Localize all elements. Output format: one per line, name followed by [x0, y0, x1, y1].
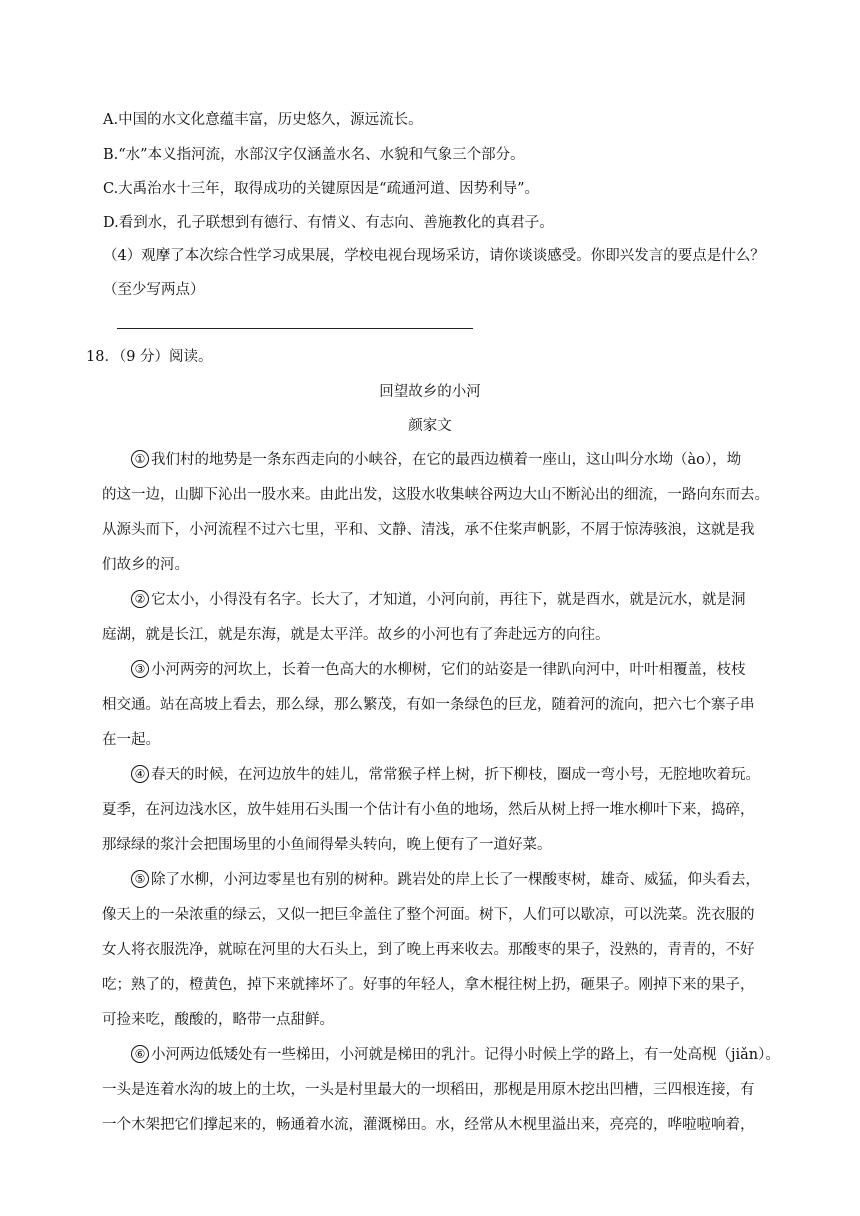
paragraph-line: 可捡来吃，酸酸的，略带一点甜鲜。	[102, 1012, 334, 1028]
paragraph-4	[102, 758, 778, 863]
question-18-header: 18．（9 分）阅读。	[86, 349, 213, 365]
paragraph-number: ①	[131, 450, 149, 468]
paragraph-line: 我们村的地势是一条东西走向的小峡谷，在它的最西边横着一座山，这山叫分水坳（ào），坳	[151, 452, 742, 468]
paragraph-line: 女人将衣服洗净，就晾在河里的大石头上，到了晚上再来收去。那酸枣的果子，没熟的，青青的，不好	[102, 942, 755, 958]
paragraph-line: 它太小，小得没有名字。长大了，才知道，小河向前，再往下，就是酉水，就是沅水，就是洞	[151, 592, 746, 608]
paragraph-line: 像天上的一朵浓重的绿云，又似一把巨伞盖住了整个河面。树下，人们可以歇凉，可以洗菜。洗衣服的	[102, 907, 755, 923]
paragraph-line: 相交通。站在高坡上看去，那么绿，那么繁茂，有如一条绿色的巨龙，随着河的流向，把六七个寨子串	[102, 697, 755, 713]
question-4-line2: （至少写两点）	[103, 282, 205, 298]
paragraph-line: 除了水柳，小河边零星也有别的树种。跳岩处的岸上长了一棵酸枣树，雄奇、威猛，仰头看去，	[151, 872, 760, 888]
paragraph-line: 在一起。	[102, 732, 160, 748]
paragraph-line: 小河两旁的河坎上，长着一色高大的水柳树，它们的站姿是一律趴向河中，叶叶相覆盖，枝枝	[151, 662, 746, 678]
paragraph-number: ③	[131, 660, 149, 678]
paragraph-5	[102, 863, 778, 1038]
article-title: 回望故乡的小河	[379, 384, 481, 400]
option-b: B.“水”本义指河流，水部汉字仅涵盖水名、水貌和气象三个部分。	[103, 147, 525, 163]
paragraph-line: 那绿绿的浆汁会把围场里的小鱼闹得晕头转向，晚上便有了一道好菜。	[102, 837, 552, 853]
paragraph-line: 吃；熟了的，橙黄色，掉下来就摔坏了。好事的年轻人，拿木棍往树上扔，砸果子。刚掉下来的果子，	[102, 977, 755, 993]
paragraph-line: 夏季，在河边浅水区，放牛娃用石头围一个估计有小鱼的地场，然后从树上捋一堆水柳叶下来，捣碎，	[102, 802, 755, 818]
paragraph-number: ④	[131, 765, 149, 783]
article-author: 颜家文	[408, 418, 452, 434]
paragraph-line: 小河两边低矮处有一些梯田，小河就是梯田的乳汁。记得小时候上学的路上，有一处高枧（jiǎn）。	[151, 1047, 780, 1063]
paragraph-6	[102, 1038, 778, 1143]
answer-blank[interactable]	[117, 328, 473, 329]
option-d: D.看到水，孔子联想到有德行、有情义、有志向、善施教化的真君子。	[103, 215, 554, 231]
paragraph-3	[102, 653, 778, 758]
paragraph-line: 的这一边，山脚下沁出一股水来。由此出发，这股水收集峡谷两边大山不断沁出的细流，一路向东而去。	[102, 487, 769, 503]
paragraph-line: 一头是连着水沟的坡上的土坎，一头是村里最大的一坝稻田，那枧是用原木挖出凹槽，三四根连接，有	[102, 1082, 755, 1098]
paragraph-line: 们故乡的河。	[102, 557, 189, 573]
question-4-line1: （4）观摩了本次综合性学习成果展，学校电视台现场采访，请你谈谈感受。你即兴发言的要点是什么？	[103, 248, 765, 264]
paragraph-line: 庭湖，就是长江，就是东海，就是太平洋。故乡的小河也有了奔赴远方的向往。	[102, 627, 610, 643]
option-c: C.大禹治水十三年，取得成功的关键原因是“疏通河道、因势利导”。	[103, 181, 540, 197]
paragraph-2	[102, 583, 778, 653]
paragraph-line: 从源头而下，小河流程不过六七里，平和、文静、清浅，承不住桨声帆影，不屑于惊涛骇浪，这就是我	[102, 522, 755, 538]
paragraph-number: ②	[131, 590, 149, 608]
option-a: A.中国的水文化意蕴丰富，历史悠久，源远流长。	[103, 112, 423, 128]
paragraph-1	[102, 443, 778, 583]
paragraph-number: ⑤	[131, 870, 149, 888]
paragraph-line: 春天的时候，在河边放牛的娃儿，常常猴子样上树，折下柳枝，圈成一弯小号，无腔地吹着玩。	[151, 767, 760, 783]
paragraph-line: 一个木架把它们撑起来的，畅通着水流，灌溉梯田。水，经常从木枧里溢出来，亮亮的，哗啦啦响着，	[102, 1117, 755, 1133]
paragraph-number: ⑥	[131, 1045, 149, 1063]
